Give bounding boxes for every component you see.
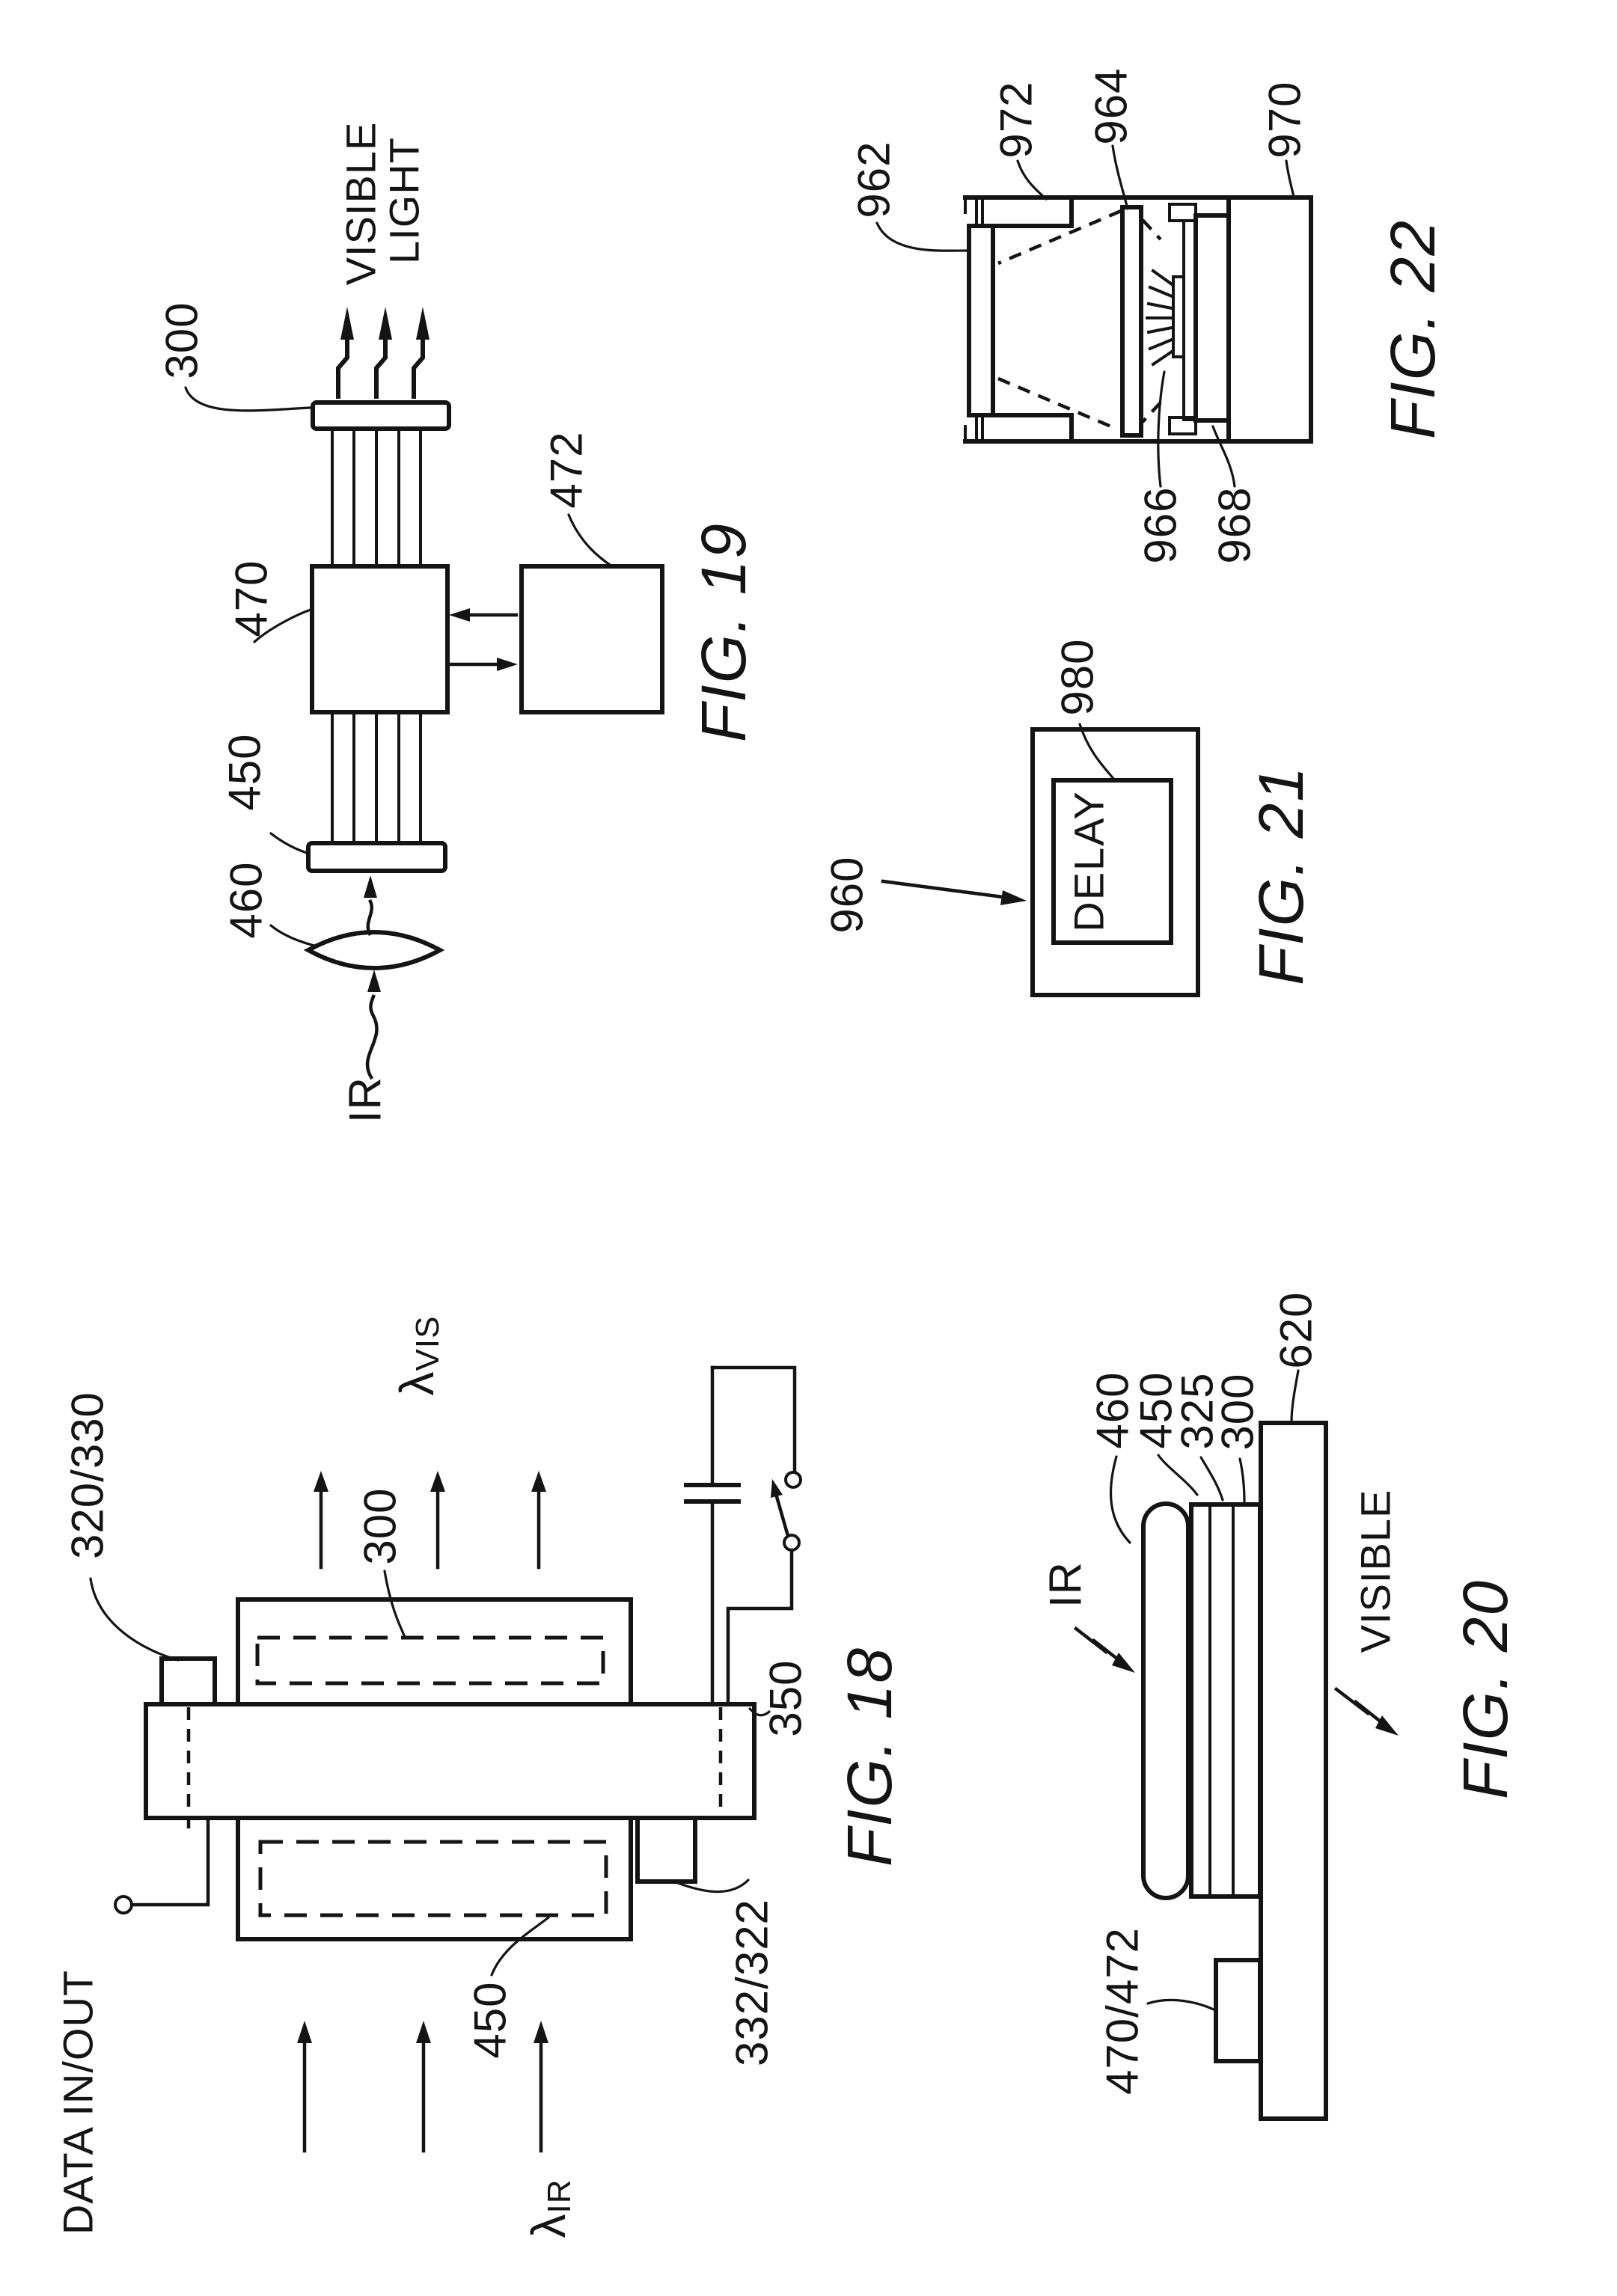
fig19-label-ir: IR [340, 1077, 391, 1123]
fig20-leader-460 [1111, 1457, 1130, 1543]
fig19-signal-arrow-right [450, 658, 518, 671]
fig18-substrate-bar [146, 1704, 754, 1818]
up-arrow-icon [314, 1471, 328, 1567]
fig20-label-460: 460 [1087, 1371, 1138, 1449]
fig18-caption: FIG. 18 [834, 1646, 905, 1867]
fig20-leader-325 [1201, 1457, 1223, 1500]
fig19-emitted-light-arrows [338, 307, 430, 397]
lightning-arrow-icon [414, 307, 430, 397]
fig19 [157, 122, 759, 1123]
fig21-label-980: 980 [1052, 638, 1103, 716]
fig22-lamp-element [1173, 277, 1184, 357]
fig19-visible-light-label-line1: VISIBLE [337, 121, 385, 286]
fig20-lens-capsule [1143, 1504, 1188, 1898]
fig20-leader-300 [1240, 1459, 1244, 1502]
fig20-layer-strips [1191, 1504, 1260, 1897]
fig18-leader-450 [492, 1917, 548, 1975]
fig22-backing-plate [1196, 215, 1229, 420]
fig19-visible-light-label-line2: LIGHT [380, 137, 428, 264]
fig22-label-968: 968 [1209, 486, 1260, 564]
fig22-leader-968 [1213, 426, 1235, 486]
fig20-visible-label: VISIBLE [1351, 1489, 1399, 1653]
fig18-label-300: 300 [355, 1487, 406, 1565]
fig19-processor-box [312, 566, 447, 712]
fig19-caption: FIG. 19 [688, 521, 759, 743]
fig22-screen-bar [969, 226, 993, 415]
up-arrow-icon [531, 1471, 546, 1567]
fig22-lamp-rays [1147, 271, 1172, 364]
fig20-label-450: 450 [1131, 1371, 1182, 1449]
up-arrow-icon [297, 2021, 312, 2151]
fig19-upper-stack-lines [332, 429, 421, 566]
fig21-delay-label: DELAY [1065, 790, 1113, 932]
fig21-pointer-arrow-960 [883, 881, 1027, 905]
fig20-label-300: 300 [1212, 1373, 1263, 1451]
fig19-leader-460 [271, 925, 314, 946]
fig18-label-350: 350 [760, 1659, 811, 1737]
fig22-projection-dashed-lines [998, 211, 1161, 429]
fig18-leader-300 [385, 1571, 405, 1637]
fig19-focused-ir-arrow [364, 875, 377, 934]
fig19-lower-stack-lines [332, 712, 421, 843]
fig18-switch [712, 1368, 801, 1704]
fig19-output-window-bar [313, 402, 449, 429]
fig20-ir-bolt-arrow [1076, 1629, 1135, 1673]
fig18-label-332-322: 332/322 [727, 1899, 777, 2066]
fig19-signal-arrow-left [449, 608, 516, 622]
fig21-label-960: 960 [822, 856, 872, 934]
fig19-label-450: 450 [219, 733, 270, 811]
fig19-ir-wavy-arrow [367, 970, 381, 1077]
fig20-label-470-472: 470/472 [1097, 1927, 1148, 2095]
fig22-leader-966 [1158, 372, 1164, 486]
fig19-leader-472 [569, 515, 612, 566]
fig18 [55, 1316, 905, 2238]
fig18-label-450: 450 [465, 1981, 516, 2059]
fig18-vis-arrows [314, 1471, 546, 1567]
fig20-leader-470-472 [1148, 2000, 1214, 2009]
lightning-arrow-icon [338, 307, 354, 397]
fig20-visible-bolt-arrow [1336, 1689, 1399, 1736]
fig19-leader-300 [186, 388, 310, 411]
fig18-label-lambda-ir: $\lambda_{IR}$ [522, 2179, 578, 2238]
fig19-leader-450 [271, 833, 307, 853]
fig19-label-472: 472 [541, 431, 592, 509]
fig18-capacitor [686, 1368, 739, 1704]
fig18-dashed-layer-300 [257, 1638, 603, 1683]
fig22 [849, 67, 1449, 563]
fig18-electrode-332-322 [638, 1818, 695, 1882]
fig18-leader-320-330 [91, 1579, 178, 1660]
fig20-substrate-bar [1261, 1423, 1326, 2119]
fig19-input-window-bar [308, 843, 445, 871]
fig21-leader-980 [1080, 724, 1115, 780]
fig20 [1041, 1291, 1521, 2119]
fig22-mount-posts [976, 198, 982, 441]
fig20-driver-chip [1216, 1960, 1260, 2061]
fig20-leader-450 [1158, 1455, 1197, 1495]
fig22-label-966: 966 [1135, 486, 1186, 564]
fig20-caption: FIG. 20 [1450, 1579, 1520, 1800]
fig19-label-460: 460 [221, 861, 272, 939]
fig18-lower-block [238, 1818, 631, 1939]
fig19-driver-box [522, 566, 662, 712]
fig18-label-lambda-vis: $\lambda_{VIS}$ [390, 1315, 446, 1396]
fig22-leader-970 [1286, 161, 1294, 198]
fig18-dashed-layer-450 [260, 1842, 606, 1915]
fig18-label-320-330: 320/330 [62, 1392, 113, 1559]
fig19-label-300: 300 [156, 301, 207, 379]
fig22-label-962: 962 [849, 141, 899, 218]
fig22-leader-972 [1018, 161, 1046, 199]
up-arrow-icon [534, 2021, 548, 2151]
fig19-lens [308, 932, 440, 968]
fig22-housing-box [1229, 198, 1311, 441]
fig18-data-terminal [115, 1818, 208, 1913]
fig22-label-972: 972 [991, 81, 1042, 159]
lightning-arrow-icon [376, 307, 392, 397]
fig20-leader-620 [1292, 1371, 1298, 1423]
fig21-caption: FIG. 21 [1246, 765, 1316, 986]
fig22-label-964: 964 [1086, 67, 1137, 145]
fig22-display-plate [1122, 207, 1141, 435]
fig22-label-970: 970 [1259, 81, 1310, 159]
fig18-data-in-out-label: DATA IN/OUT [54, 1969, 102, 2235]
up-arrow-icon [430, 1471, 445, 1567]
fig22-leader-962 [877, 223, 968, 251]
up-arrow-icon [416, 2021, 431, 2151]
fig19-label-470: 470 [226, 560, 277, 637]
fig20-label-325: 325 [1172, 1372, 1223, 1450]
fig20-label-ir: IR [1040, 1561, 1091, 1608]
fig20-label-620: 620 [1271, 1291, 1321, 1369]
fig22-caption: FIG. 22 [1378, 218, 1448, 440]
fig18-upper-block [238, 1599, 631, 1704]
fig21 [822, 638, 1317, 995]
fig18-electrode-320-330 [162, 1659, 215, 1704]
